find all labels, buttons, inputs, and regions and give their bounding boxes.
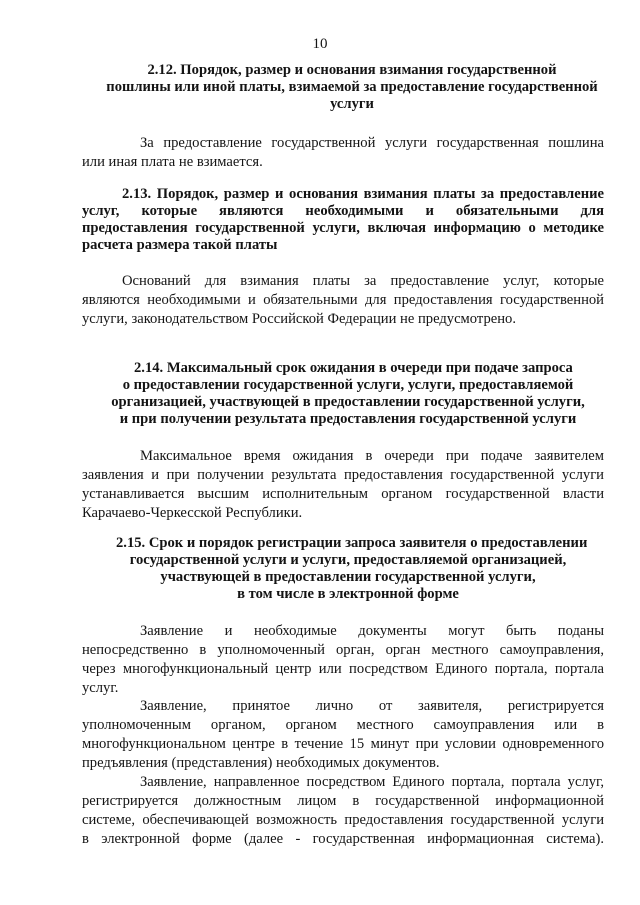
paragraph-line: услуг. [82,680,119,696]
paragraph-line: предъявления (представления) необходимых документов. [82,755,440,771]
heading-line: о предоставлении государственной услуги, услуги, предоставляемой [122,377,574,393]
paragraph-line: в электронной форме (далее - государственная информационная система). [82,831,604,847]
paragraph [82,272,604,329]
paragraph-line: непосредственно в уполномоченный орган, орган местного самоуправления, [82,642,604,658]
paragraph-line: через многофункциональный центр или посредством Единого портала, портала [82,661,604,677]
section-heading-2-14 [82,360,614,428]
heading-line: в том числе в электронной форме [237,586,459,602]
paragraph [82,447,604,523]
paragraph-line: устанавливается высшим исполнительным органом государственной власти [82,486,604,502]
paragraph [82,134,604,172]
heading-line: 2.12. Порядок, размер и основания взимания государственной [147,62,557,78]
section-heading-2-15 [82,535,614,603]
heading-line: услуг, которые являются необходимыми и обязательными для [82,203,604,219]
paragraph-line: Оснований для взимания платы за предоставление услуг, которые [122,273,604,289]
heading-line: государственной услуги и услуги, предоставляемой организацией, [129,552,567,568]
heading-line: пошлины или иной платы, взимаемой за предоставление государственной [106,79,598,95]
section-heading-2-13 [82,186,604,254]
paragraph-line: Заявление, принятое лично от заявителя, регистрируется [140,698,604,714]
section-heading-2-12 [92,62,612,113]
paragraph [82,622,604,698]
paragraph-line: или иная плата не взимается. [82,154,263,170]
heading-line: 2.13. Порядок, размер и основания взимания платы за предоставление [122,186,604,202]
paragraph-line: Заявление, направленное посредством Единого портала, портала услуг, [140,774,604,790]
paragraph [82,697,604,773]
heading-line: и при получении результата предоставления государственной услуги [119,411,577,427]
paragraph [82,773,604,849]
paragraph-line: услуги, законодательством Российской Федерации не предусмотрено. [82,311,516,327]
paragraph-line: Карачаево-Черкесской Республики. [82,505,303,521]
paragraph-line: системе, обеспечивающей возможность предоставления государственной услуги [82,812,604,828]
paragraph-line: Максимальное время ожидания в очереди при подаче заявителем [140,448,604,464]
heading-line: организацией, участвующей в предоставлении государственной услуги, [111,394,585,410]
heading-line: участвующей в предоставлении государственной услуги, [160,569,536,585]
paragraph-line: многофункциональном центре в течение 15 минут при условии одновременного [82,736,604,752]
heading-line: 2.14. Максимальный срок ожидания в очереди при подаче запроса [134,360,573,376]
heading-line: предоставления государственной услуги, включая информацию о методике [82,220,604,236]
paragraph-line: За предоставление государственной услуги государственная пошлина [140,135,604,151]
paragraph-line: являются необходимыми и обязательными для предоставления государственной [82,292,604,308]
paragraph-line: Заявление и необходимые документы могут быть поданы [140,623,604,639]
heading-line: расчета размера такой платы [82,237,278,253]
heading-line: услуги [330,96,374,112]
paragraph-line: уполномоченным органом, органом местного самоуправления или в [82,717,604,733]
paragraph-line: регистрируется должностным лицом в государственной информационной [82,793,604,809]
page-number: 10 [312,36,328,52]
heading-line: 2.15. Срок и порядок регистрации запроса заявителя о предоставлении [116,535,588,551]
paragraph-line: заявления и при получении результата предоставления государственной услуги [82,467,604,483]
